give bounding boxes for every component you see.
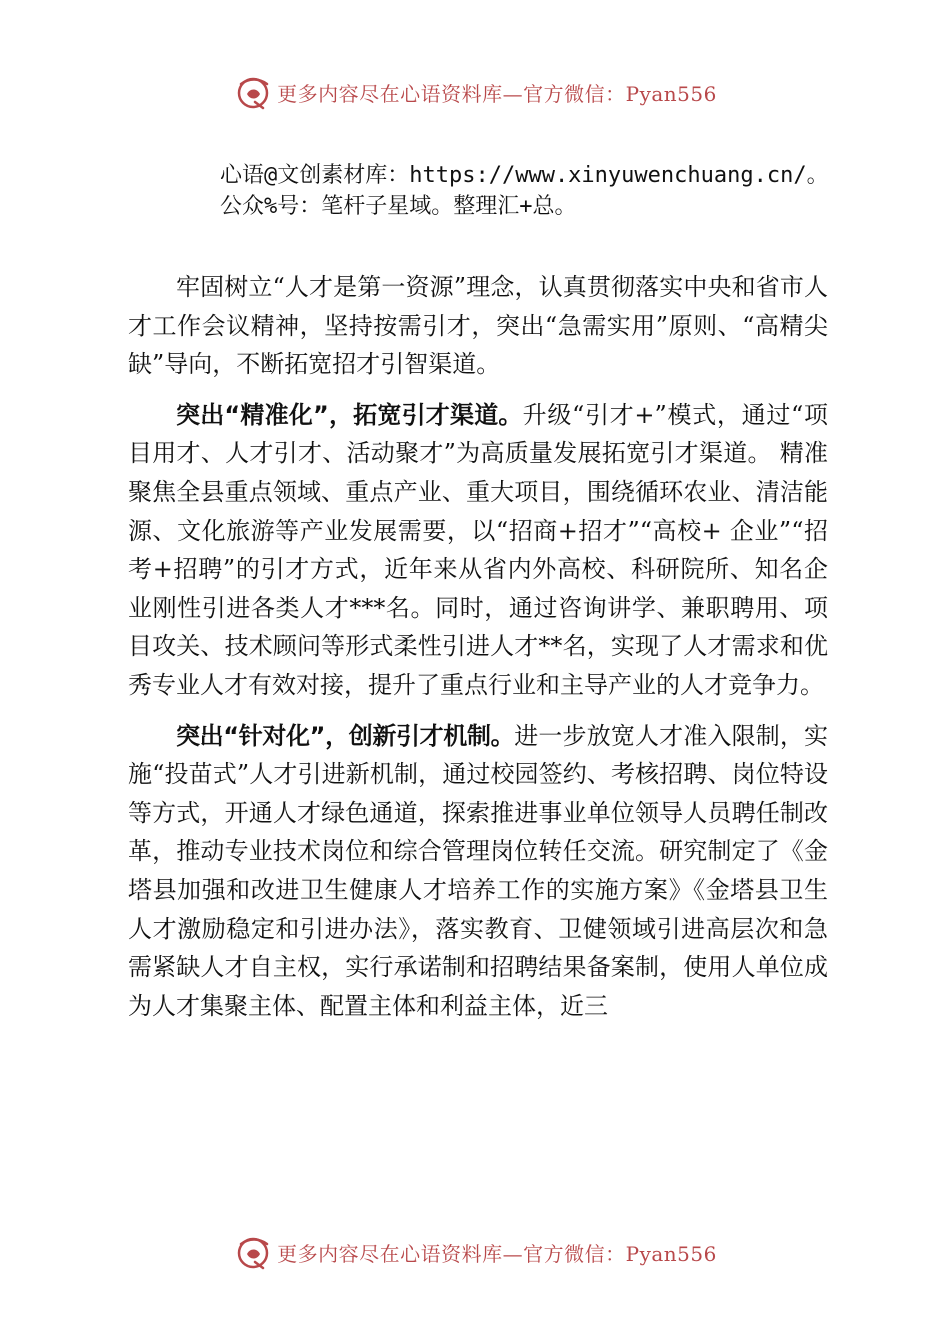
paragraph-mechanism-text: 进一步放宽人才准入限制，实施“投苗式”人才引进新机制，通过校园签约、考核招聘、岗位特设等方式，开通人才绿色通道，探索推进事业单位领导人员聘任制改革，推动专业技术岗位和综合管理岗位转任交流。研究制定了《金塔县加强和改进卫生健康人才培养工作的实施方案》《金塔县卫生人才激励稳定和引进办法》，落实教育、卫健领域引进高层次和急需紧缺人才自主权，实行承诺制和招聘结果备案制，使用人单位成为人才集聚主体、配置主体和利益主体，近三 [128,721,829,1020]
banner-text: 更多内容尽在心语资料库—官方微信：Pyan556 [277,1241,717,1266]
xinyu-logo-icon [233,1232,273,1272]
header-banner [0,70,950,114]
xinyu-logo-icon [233,72,273,112]
paragraph-mechanism-lead: 突出“针对化”，创新引才机制。 [176,721,515,750]
paragraph-intro [128,268,828,384]
paragraph-intro-text: 牢固树立“人才是第一资源”理念，认真贯彻落实中央和省市人才工作会议精神，坚持按需引才，突出“急需实用”原则、“高精尖缺”导向，不断拓宽招才引智渠道。 [128,273,828,379]
footer-banner [0,1230,950,1274]
source-info [220,160,920,222]
paragraph-precision [128,396,828,705]
paragraph-precision-lead: 突出“精准化”，拓宽引才渠道。 [176,400,523,429]
source-line-website: 心语@文创素材库：https://www.xinyuwenchuang.cn/。 [220,163,829,188]
source-line-account: 公众%号：笔杆子星域。整理汇+总。 [220,194,577,219]
paragraph-mechanism [128,717,828,1026]
document-body [128,268,828,1037]
banner-text: 更多内容尽在心语资料库—官方微信：Pyan556 [277,81,717,106]
paragraph-precision-text: 升级“引才+”模式，通过“项目用才、人才引才、活动聚才”为高质量发展拓宽引才渠道。 精准聚焦全县重点领域、重点产业、重大项目，围绕循环农业、清洁能源、文化旅游等产业发展需要，以“招商+招才”“高校+ 企业”“招考+招聘”的引才方式，近年来从省内外高校、科研院所、知名企业刚性引进各类人才***名。同时，通过咨询讲学、兼职聘用、项目攻关、技术顾问等形式柔性引进人才**名，实现了人才需求和优秀专业人才有效对接，提升了重点行业和主导产业的人才竞争力。 [128,400,829,699]
